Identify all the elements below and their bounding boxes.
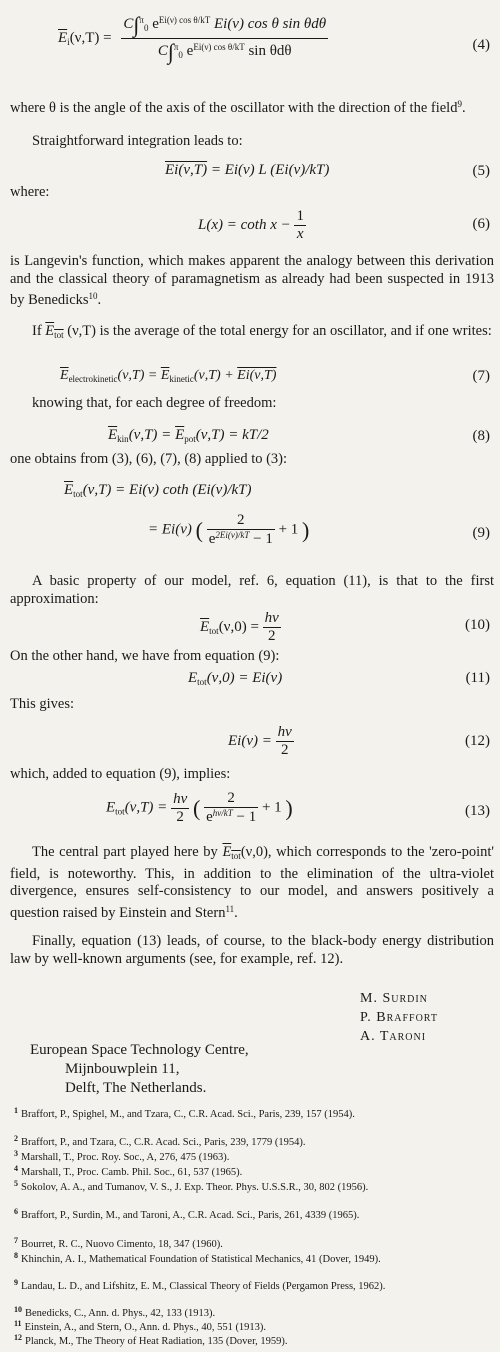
affiliation-line: Delft, The Netherlands. xyxy=(65,1080,207,1096)
equation-number: (4) xyxy=(472,37,490,53)
equation-9a: $\overline{E}_{tot}(\nu,T) = Ei(\nu)$ coth (Ei(ν)/kT) xyxy=(64,482,252,499)
paragraph: Finally, equation (13) leads, of course, to the black-body energy distribution law by well-known arguments (see, for example, ref. 12). xyxy=(10,933,494,967)
paragraph: A basic property of our model, ref. 6, equation (11), is that to the first approximation: xyxy=(10,573,494,607)
paragraph: is Langevin's function, which makes apparent the analogy between this derivation and the classical theory of paramagnetism as already had been suspected in 1913 by Benedicks$^{10}$. xyxy=(10,253,494,308)
equation-number: (6) xyxy=(472,216,490,232)
paragraph: Straightforward integration leads to: xyxy=(32,133,243,149)
reference-item: $^6$ Braffort, P., Surdin, M., and Taroni, A., C.R. Acad. Sci., Paris, 261, 4339 (1965). xyxy=(14,1207,360,1221)
equation-number: (9) xyxy=(472,525,490,541)
equation-number: (11) xyxy=(465,670,490,686)
equation-number: (7) xyxy=(472,368,490,384)
equation-12: Ei(ν) = $\frac{h\nu}{2}$ xyxy=(228,724,292,758)
paragraph: where θ is the angle of the axis of the oscillator with the direction of the field$^9$. xyxy=(10,99,466,116)
author-name: M. Surdin xyxy=(360,991,428,1006)
equation-5: Ei(ν,T) = Ei(ν) L (Ei(ν)/kT) xyxy=(165,162,330,178)
paragraph: On the other hand, we have from equation (9): xyxy=(10,648,280,664)
equation-4-fraction: $\frac{C\int^\pi_0 e^{Ei(\nu) cos \theta/kT} Ei(\nu) \cos \theta \sin \theta d\theta}{C\int^\pi_0 e^{Ei(\nu) cos \theta/kT} \sin \theta d\theta}$ xyxy=(123,12,327,64)
paragraph: which, added to equation (9), implies: xyxy=(10,766,231,782)
reference-item: $^2$ Braffort, P., and Tzara, C., C.R. Acad. Sci., Paris, 239, 1779 (1954). xyxy=(14,1134,306,1148)
equation-11: $E_{tot}(\nu,0) = Ei(\nu)$ xyxy=(188,670,283,687)
equation-number: (5) xyxy=(472,163,490,179)
reference-item: $^3$ Marshall, T., Proc. Roy. Soc., A, 276, 475 (1963). xyxy=(14,1149,230,1163)
reference-item: $^7$ Bourret, R. C., Nuovo Cimento, 18, 347 (1960). xyxy=(14,1236,223,1250)
affiliation-line: European Space Technology Centre, xyxy=(30,1042,249,1058)
reference-item: $^{12}$ Planck, M., The Theory of Heat Radiation, 135 (Dover, 1959). xyxy=(14,1333,288,1347)
paragraph: knowing that, for each degree of freedom: xyxy=(32,395,277,411)
reference-item: $^8$ Khinchin, A. I., Mathematical Foundation of Statistical Mechanics, 41 (Dover, 1949). xyxy=(14,1251,381,1265)
paragraph: This gives: xyxy=(10,696,75,712)
equation-8: $\overline{E}_{kin}(\nu,T) = \overline{E}_{pot}(\nu,T) = kT/2$ xyxy=(108,427,269,444)
reference-item: $^5$ Sokolov, A. A., and Tumanov, V. S., J. Exp. Theor. Phys. U.S.S.R., 30, 802 (1956). xyxy=(14,1179,369,1193)
equation-4: $\overline{E}_i(\nu,T)$ = $\frac{C\int^\pi_0 e^{Ei(\nu) cos \theta/kT} Ei(\nu) \cos \theta \sin \theta d\theta}{C\int^\pi_0 e^{Ei(\nu) cos \theta/kT} \sin \theta d\theta}$ xyxy=(58,12,327,64)
reference-item: $^1$ Braffort, P., Spighel, M., and Tzara, C., C.R. Acad. Sci., Paris, 239, 157 (1954). xyxy=(14,1106,355,1120)
author-name: P. Braffort xyxy=(360,1010,438,1025)
reference-item: $^{10}$ Benedicks, C., Ann. d. Phys., 42, 133 (1913). xyxy=(14,1305,216,1319)
equation-number: (12) xyxy=(465,733,490,749)
equation-7: $\overline{E}_{electrokinetic}(\nu,T) = \overline{E}_{kinetic}(\nu,T) + Ei(\nu,T)$ xyxy=(60,368,277,384)
equation-9b: = Ei(ν) ( $\frac{2}{e^{2Ei(\nu)/kT} - 1}$ + 1 ) xyxy=(148,512,310,547)
author-name: A. Taroni xyxy=(360,1029,427,1044)
paragraph: where: xyxy=(10,184,50,200)
paragraph: If $E_{tot}$ (ν,T) is the average of the total energy for an oscillator, and if one writes: xyxy=(32,323,492,340)
reference-item: $^9$ Landau, L. D., and Lifshitz, E. M., Classical Theory of Fields (Pergamon Press, 1962). xyxy=(14,1278,386,1292)
reference-item: $^4$ Marshall, T., Proc. Camb. Phil. Soc., 61, 537 (1965). xyxy=(14,1164,243,1178)
reference-item: $^{11}$ Einstein, A., and Stern, O., Ann. d. Phys., 40, 551 (1913). xyxy=(14,1319,267,1333)
paragraph: The central part played here by $E_{tot}(\nu,0)$, which corresponds to the 'zero-point' field, is noteworthy. This, in addition to the elimination of the ultra-violet divergence, ensures self-consistency to our model, and answers positively a question raised by Einstein and Stern$^{11}$. xyxy=(10,844,494,921)
paragraph: one obtains from (3), (6), (7), (8) applied to (3): xyxy=(10,451,288,467)
equation-number: (8) xyxy=(472,428,490,444)
equation-13: $E_{tot}(\nu,T)$ = $\frac{h\nu}{2}$ ( $\frac{2}{e^{h\nu/kT} - 1}$ + 1 ) xyxy=(106,790,293,825)
equation-number: (10) xyxy=(465,617,490,633)
equation-number: (13) xyxy=(465,803,490,819)
equation-10: $\overline{E}_{tot}(\nu,0)$ = $\frac{h\nu}{2}$ xyxy=(200,610,279,644)
affiliation-line: Mijnbouwplein 11, xyxy=(65,1061,180,1077)
equation-6: L(x) = coth x − $\frac{1}{x}$ xyxy=(198,208,304,242)
